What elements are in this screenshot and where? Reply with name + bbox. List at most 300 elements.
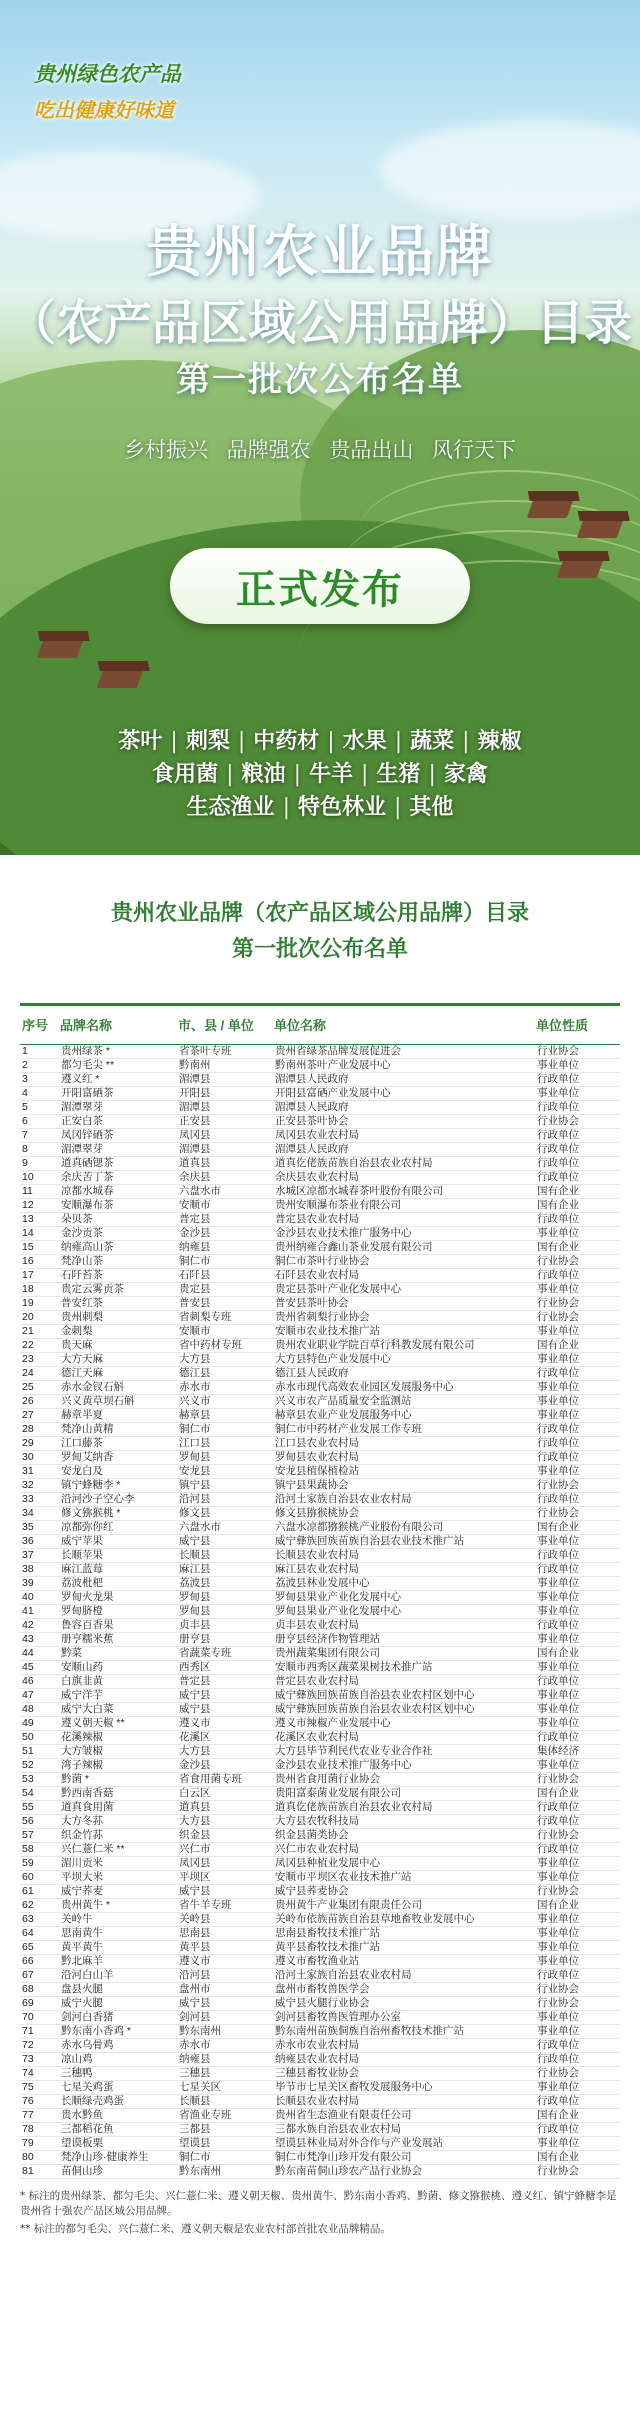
category-item: 家禽 (443, 762, 488, 787)
cell-region: 省茶叶专班 (178, 1044, 274, 1058)
cell-brand: 都匀毛尖 ** (60, 1058, 178, 1072)
cell-region: 江口县 (178, 1436, 274, 1450)
cell-unit: 余庆县农业农村局 (274, 1170, 536, 1184)
cell-unit-type: 行业协会 (536, 1478, 620, 1492)
table-row (20, 1590, 620, 1604)
cell-unit: 江口县农业农村局 (274, 1436, 536, 1450)
cell-brand: 大方皱椒 (60, 1744, 178, 1758)
table-row (20, 1212, 620, 1226)
table-row (20, 2108, 620, 2122)
cell-index: 22 (20, 1338, 60, 1352)
cell-index: 67 (20, 1968, 60, 1982)
cell-brand: 开阳富硒茶 (60, 1086, 178, 1100)
cell-unit-type: 事业单位 (536, 2024, 620, 2038)
cell-index: 25 (20, 1380, 60, 1394)
cell-brand: 镇宁蜂糖李 * (60, 1478, 178, 1492)
cell-brand: 沿河白山羊 (60, 1968, 178, 1982)
cell-unit: 册亨县经济作物管理站 (274, 1632, 536, 1646)
cell-region: 六盘水市 (178, 1520, 274, 1534)
cell-unit-type: 集体经济 (536, 1744, 620, 1758)
category-item: 蔬菜 (410, 729, 455, 754)
brand-logo (34, 58, 181, 123)
table-row (20, 1254, 620, 1268)
cell-region: 威宁县 (178, 1996, 274, 2010)
cell-index: 59 (20, 1856, 60, 1870)
cell-unit: 三穗县畜牧业协会 (274, 2066, 536, 2080)
category-item: 食用菌 (152, 762, 219, 787)
table-row (20, 1912, 620, 1926)
cell-unit-type: 行政单位 (536, 1436, 620, 1450)
brand-list-section (0, 855, 640, 2237)
cell-unit: 安顺市西秀区蔬菜果树技术推广站 (274, 1660, 536, 1674)
cell-unit-type: 行政单位 (536, 1422, 620, 1436)
cell-brand: 望谟板栗 (60, 2136, 178, 2150)
table-row (20, 1170, 620, 1184)
cell-unit: 开阳县富硒产业发展中心 (274, 1086, 536, 1100)
cell-unit: 六盘水凉都猕猴桃产业股份有限公司 (274, 1520, 536, 1534)
cell-unit-type: 事业单位 (536, 1226, 620, 1240)
cell-region: 金沙县 (178, 1758, 274, 1772)
cell-unit: 正安县茶叶协会 (274, 1114, 536, 1128)
cell-index: 70 (20, 2010, 60, 2024)
cell-region: 赤水市 (178, 2038, 274, 2052)
cell-index: 27 (20, 1408, 60, 1422)
cell-unit-type: 事业单位 (536, 1058, 620, 1072)
cell-unit: 修文县猕猴桃协会 (274, 1506, 536, 1520)
category-item: 粮油 (241, 762, 286, 787)
cell-region: 开阳县 (178, 1086, 274, 1100)
cell-brand: 白旗韭黄 (60, 1674, 178, 1688)
cell-region: 铜仁市 (178, 1422, 274, 1436)
cell-region: 湄潭县 (178, 1072, 274, 1086)
cell-unit-type: 事业单位 (536, 1940, 620, 1954)
cell-unit-type: 国有企业 (536, 2108, 620, 2122)
cell-unit: 纳雍县农业农村局 (274, 2052, 536, 2066)
cell-region: 罗甸县 (178, 1590, 274, 1604)
cell-unit: 湄潭县人民政府 (274, 1142, 536, 1156)
cell-index: 13 (20, 1212, 60, 1226)
cell-unit: 赫章县农业产业发展服务中心 (274, 1408, 536, 1422)
cell-region: 凤冈县 (178, 1128, 274, 1142)
cell-unit-type: 事业单位 (536, 1380, 620, 1394)
cell-index: 34 (20, 1506, 60, 1520)
cell-region: 正安县 (178, 1114, 274, 1128)
cell-brand: 金刺梨 (60, 1324, 178, 1338)
category-item: 生态渔业 (186, 795, 275, 820)
cell-index: 52 (20, 1758, 60, 1772)
table-row (20, 1058, 620, 1072)
table-row (20, 1926, 620, 1940)
header-unit: 单位名称 (274, 1006, 536, 1044)
cell-unit: 安顺市平坝区农业技术推广站 (274, 1870, 536, 1884)
cell-region: 铜仁市 (178, 2150, 274, 2164)
table-row (20, 1422, 620, 1436)
cell-brand: 凉山鸡 (60, 2052, 178, 2066)
cell-region: 余庆县 (178, 1170, 274, 1184)
cell-index: 30 (20, 1450, 60, 1464)
category-item: 生猪 (376, 762, 421, 787)
cell-index: 29 (20, 1436, 60, 1450)
cell-unit: 三都水族自治县农业农村局 (274, 2122, 536, 2136)
cell-index: 9 (20, 1156, 60, 1170)
cell-index: 41 (20, 1604, 60, 1618)
cell-brand: 赫章半夏 (60, 1408, 178, 1422)
table-row (20, 1898, 620, 1912)
cell-brand: 湄潭翠芽 (60, 1100, 178, 1114)
cell-unit-type: 行业协会 (536, 1828, 620, 1842)
cell-region: 金沙县 (178, 1226, 274, 1240)
cell-unit: 威宁彝族回族苗族自治县农业技术推广站 (274, 1534, 536, 1548)
cell-index: 80 (20, 2150, 60, 2164)
table-row (20, 1576, 620, 1590)
cell-region: 兴义市 (178, 1394, 274, 1408)
table-row (20, 2136, 620, 2150)
cell-index: 46 (20, 1674, 60, 1688)
cell-brand: 大方冬荪 (60, 1814, 178, 1828)
cell-unit-type: 事业单位 (536, 2010, 620, 2024)
cell-region: 赤水市 (178, 1380, 274, 1394)
footnote: * 标注的贵州绿茶、都匀毛尖、兴仁薏仁米、遵义朝天椒、贵州黄牛、黔东南小香鸡、黔菌、修文猕猴桃、遵义红、镇宁蜂糖李是贵州省十强农产品区域公用品牌。 (20, 2189, 617, 2217)
table-row (20, 1268, 620, 1282)
cell-brand: 黔北麻羊 (60, 1954, 178, 1968)
table-row (20, 1352, 620, 1366)
cell-brand: 鲁容百香果 (60, 1618, 178, 1632)
cell-unit: 黔东南州苗族侗族自治州畜牧技术推广站 (274, 2024, 536, 2038)
cell-brand: 荔波枇杷 (60, 1576, 178, 1590)
cell-index: 40 (20, 1590, 60, 1604)
cell-brand: 普安红茶 (60, 1296, 178, 1310)
cell-region: 安龙县 (178, 1464, 274, 1478)
cell-brand: 思南黄牛 (60, 1926, 178, 1940)
cell-region: 省渔业专班 (178, 2108, 274, 2122)
cell-unit-type: 事业单位 (536, 2080, 620, 2094)
table-row (20, 1954, 620, 1968)
cell-brand: 正安白茶 (60, 1114, 178, 1128)
table-row (20, 1142, 620, 1156)
cell-index: 56 (20, 1814, 60, 1828)
table-row (20, 1856, 620, 1870)
cell-region: 大方县 (178, 1744, 274, 1758)
cell-index: 55 (20, 1800, 60, 1814)
cell-unit: 贵州省绿茶品牌发展促进会 (274, 1044, 536, 1058)
cell-unit-type: 行政单位 (536, 1548, 620, 1562)
cell-region: 贞丰县 (178, 1618, 274, 1632)
cell-unit-type: 事业单位 (536, 1870, 620, 1884)
cell-index: 69 (20, 1996, 60, 2010)
cell-index: 42 (20, 1618, 60, 1632)
cell-brand: 威宁洋芋 (60, 1688, 178, 1702)
cell-index: 20 (20, 1310, 60, 1324)
cell-region: 黄平县 (178, 1940, 274, 1954)
cell-brand: 纳雍高山茶 (60, 1240, 178, 1254)
cell-index: 17 (20, 1268, 60, 1282)
cell-brand: 威宁火腿 (60, 1996, 178, 2010)
poster-banner (0, 0, 640, 855)
cell-unit: 荔波县林业发展中心 (274, 1576, 536, 1590)
cell-index: 64 (20, 1926, 60, 1940)
cell-brand: 平坝大米 (60, 1870, 178, 1884)
table-header-row (20, 1006, 620, 1044)
table-row (20, 1436, 620, 1450)
cell-brand: 凉都弥你红 (60, 1520, 178, 1534)
table-row (20, 1282, 620, 1296)
cell-unit: 思南县畜牧技术推广站 (274, 1926, 536, 1940)
table-row (20, 1828, 620, 1842)
cell-brand: 遵义朝天椒 ** (60, 1716, 178, 1730)
table-row (20, 1478, 620, 1492)
cell-index: 24 (20, 1366, 60, 1380)
cell-unit: 织金县菌类协会 (274, 1828, 536, 1842)
cell-index: 68 (20, 1982, 60, 1996)
cell-region: 大方县 (178, 1352, 274, 1366)
slogan-item: 乡村振兴 (123, 438, 208, 462)
cell-region: 册亨县 (178, 1632, 274, 1646)
cell-unit-type: 行政单位 (536, 1800, 620, 1814)
table-row (20, 1646, 620, 1660)
cell-index: 54 (20, 1786, 60, 1800)
cell-region: 沿河县 (178, 1968, 274, 1982)
cell-index: 10 (20, 1170, 60, 1184)
table-row (20, 1800, 620, 1814)
table-row (20, 2080, 620, 2094)
cell-unit-type: 事业单位 (536, 1282, 620, 1296)
table-row (20, 1338, 620, 1352)
cell-unit: 罗甸县果业产业化发展中心 (274, 1590, 536, 1604)
cell-index: 57 (20, 1828, 60, 1842)
cell-unit: 大方县特色产业发展中心 (274, 1352, 536, 1366)
cell-index: 12 (20, 1198, 60, 1212)
cell-region: 威宁县 (178, 1688, 274, 1702)
cell-unit: 兴仁市农业农村局 (274, 1842, 536, 1856)
table-row (20, 2066, 620, 2080)
header-region: 市、县 / 单位 (178, 1006, 274, 1044)
table-row (20, 2164, 620, 2178)
cell-region: 凤冈县 (178, 1856, 274, 1870)
table-row (20, 1520, 620, 1534)
table-row (20, 1744, 620, 1758)
cell-unit-type: 行业协会 (536, 2164, 620, 2178)
logo-line2: 吃出健康好味道 (34, 98, 174, 122)
cell-region: 西秀区 (178, 1660, 274, 1674)
cell-brand: 贵定云雾贡茶 (60, 1282, 178, 1296)
table-row (20, 1464, 620, 1478)
cell-unit-type: 行业协会 (536, 1506, 620, 1520)
cell-region: 大方县 (178, 1814, 274, 1828)
cell-brand: 罗甸火龙果 (60, 1590, 178, 1604)
cell-unit: 赤水市现代高效农业园区发展服务中心 (274, 1380, 536, 1394)
cell-index: 66 (20, 1954, 60, 1968)
cell-unit-type: 行政单位 (536, 1492, 620, 1506)
category-item: 刺梨 (185, 729, 230, 754)
cell-unit: 道真仡佬族苗族自治县农业农村局 (274, 1156, 536, 1170)
cell-index: 73 (20, 2052, 60, 2066)
table-row (20, 1506, 620, 1520)
cell-region: 关岭县 (178, 1912, 274, 1926)
cell-brand: 道真硒锶茶 (60, 1156, 178, 1170)
release-badge (170, 548, 470, 624)
table-row (20, 1982, 620, 1996)
table-row (20, 1072, 620, 1086)
cell-unit-type: 行政单位 (536, 1842, 620, 1856)
table-row (20, 1772, 620, 1786)
list-title: 贵州农业品牌（农产品区域公用品牌）目录 (110, 901, 529, 926)
table-row (20, 1198, 620, 1212)
table-row (20, 2024, 620, 2038)
slogan-item: 风行天下 (432, 438, 517, 462)
table-row (20, 1940, 620, 1954)
cell-unit-type: 国有企业 (536, 1184, 620, 1198)
cell-brand: 赤水乌骨鸡 (60, 2038, 178, 2052)
cell-index: 79 (20, 2136, 60, 2150)
cell-unit: 遵义市辣椒产业发展中心 (274, 1716, 536, 1730)
cell-index: 43 (20, 1632, 60, 1646)
cell-unit-type: 行政单位 (536, 1142, 620, 1156)
cell-unit: 威宁县荞麦协会 (274, 1884, 536, 1898)
cell-brand: 湄潭翠芽 (60, 1142, 178, 1156)
cell-unit: 大方县毕节利民代农业专业合作社 (274, 1744, 536, 1758)
cell-region: 荔波县 (178, 1576, 274, 1590)
cell-region: 长顺县 (178, 2094, 274, 2108)
cell-region: 安顺市 (178, 1198, 274, 1212)
cell-unit-type: 行业协会 (536, 1114, 620, 1128)
village-house (557, 560, 604, 578)
cell-brand: 三穗鸭 (60, 2066, 178, 2080)
cell-region: 德江县 (178, 1366, 274, 1380)
cell-brand: 苗侗山珍 (60, 2164, 178, 2178)
cell-index: 19 (20, 1296, 60, 1310)
cell-unit: 湄潭县人民政府 (274, 1072, 536, 1086)
cell-region: 省刺梨专班 (178, 1310, 274, 1324)
cell-unit: 贞丰县农业农村局 (274, 1618, 536, 1632)
village-house (577, 520, 624, 538)
cell-index: 4 (20, 1086, 60, 1100)
cell-unit-type: 事业单位 (536, 1856, 620, 1870)
cell-brand: 贵州黄牛 * (60, 1898, 178, 1912)
cell-brand: 湾子辣椒 (60, 1758, 178, 1772)
cell-unit: 望谟县林业局对外合作与产业发展站 (274, 2136, 536, 2150)
cell-unit: 安顺市农业技术推广站 (274, 1324, 536, 1338)
footnotes (20, 2189, 620, 2237)
cell-region: 赫章县 (178, 1408, 274, 1422)
cell-unit-type: 国有企业 (536, 1240, 620, 1254)
cell-index: 21 (20, 1324, 60, 1338)
cell-unit-type: 行政单位 (536, 1170, 620, 1184)
cell-region: 思南县 (178, 1926, 274, 1940)
table-row (20, 2010, 620, 2024)
footnote: ** 标注的都匀毛尖、兴仁薏仁米、遵义朝天椒是农业农村部首批农业品牌精品。 (20, 2222, 391, 2235)
cell-region: 麻江县 (178, 1562, 274, 1576)
cell-unit: 安龙县植保植检站 (274, 1464, 536, 1478)
cell-unit: 凤冈县农业农村局 (274, 1128, 536, 1142)
cell-unit: 水城区凉都水城春茶叶股份有限公司 (274, 1184, 536, 1198)
cell-region: 镇宁县 (178, 1478, 274, 1492)
cell-unit: 贵州农业职业学院百草行科教发展有限公司 (274, 1338, 536, 1352)
category-row-1: 茶叶 | 刺梨 | 中药材 | 水果 | 蔬菜 | 辣椒 (118, 729, 522, 754)
cell-unit-type: 事业单位 (536, 1352, 620, 1366)
cell-region: 铜仁市 (178, 1254, 274, 1268)
cell-index: 36 (20, 1534, 60, 1548)
cell-unit-type: 事业单位 (536, 1688, 620, 1702)
cell-unit-type: 事业单位 (536, 1912, 620, 1926)
cell-index: 38 (20, 1562, 60, 1576)
cell-index: 16 (20, 1254, 60, 1268)
village-house (37, 640, 84, 658)
table-row (20, 1632, 620, 1646)
cell-unit-type: 行政单位 (536, 1450, 620, 1464)
cell-unit-type: 行业协会 (536, 1982, 620, 1996)
cell-unit: 盘州市畜牧兽医学会 (274, 1982, 536, 1996)
table-row (20, 1310, 620, 1324)
cell-unit: 湄潭县人民政府 (274, 1100, 536, 1114)
cell-index: 49 (20, 1716, 60, 1730)
cell-brand: 盘县火腿 (60, 1982, 178, 1996)
cell-brand: 安顺山药 (60, 1660, 178, 1674)
cell-index: 11 (20, 1184, 60, 1198)
table-row (20, 2094, 620, 2108)
table-row (20, 1100, 620, 1114)
cell-unit-type: 事业单位 (536, 1660, 620, 1674)
table-row (20, 1758, 620, 1772)
cell-region: 盘州市 (178, 1982, 274, 1996)
cell-unit-type: 事业单位 (536, 1086, 620, 1100)
table-body (20, 1044, 620, 2178)
cell-brand: 德江天麻 (60, 1366, 178, 1380)
cell-unit: 凤冈县种植业发展中心 (274, 1856, 536, 1870)
cell-unit: 沿河土家族自治县农业农村局 (274, 1968, 536, 1982)
cell-brand: 遵义红 * (60, 1072, 178, 1086)
cell-region: 剑河县 (178, 2010, 274, 2024)
cell-index: 53 (20, 1772, 60, 1786)
table-row (20, 1114, 620, 1128)
cell-unit: 铜仁市茶叶行业协会 (274, 1254, 536, 1268)
cell-index: 76 (20, 2094, 60, 2108)
cell-unit-type: 事业单位 (536, 1534, 620, 1548)
cell-brand: 织金竹荪 (60, 1828, 178, 1842)
cell-index: 35 (20, 1520, 60, 1534)
cell-unit: 黔南州茶叶产业发展中心 (274, 1058, 536, 1072)
cell-brand: 贵天麻 (60, 1338, 178, 1352)
category-item: 水果 (342, 729, 387, 754)
cell-unit-type: 行政单位 (536, 1268, 620, 1282)
cell-region: 平坝区 (178, 1870, 274, 1884)
cell-brand: 凤冈锌硒茶 (60, 1128, 178, 1142)
category-item: 中药材 (253, 729, 320, 754)
cell-brand: 黔东南小香鸡 * (60, 2024, 178, 2038)
cell-unit-type: 事业单位 (536, 1632, 620, 1646)
table-row (20, 1870, 620, 1884)
cell-index: 61 (20, 1884, 60, 1898)
cell-unit-type: 事业单位 (536, 1702, 620, 1716)
cell-region: 沿河县 (178, 1492, 274, 1506)
cell-unit-type: 行政单位 (536, 2122, 620, 2136)
cell-unit: 麻江县农业农村局 (274, 1562, 536, 1576)
cell-unit: 长顺县农业农村局 (274, 2094, 536, 2108)
cell-brand: 威宁大白菜 (60, 1702, 178, 1716)
cell-brand: 湄川贡米 (60, 1856, 178, 1870)
cell-brand: 梵净山珍·健康养生 (60, 2150, 178, 2164)
cell-region: 黔东南州 (178, 2164, 274, 2178)
cell-brand: 大方天麻 (60, 1352, 178, 1366)
cloud-decoration (380, 120, 640, 220)
cell-unit-type: 行政单位 (536, 1562, 620, 1576)
cell-brand: 朵贝茶 (60, 1212, 178, 1226)
cell-region: 湄潭县 (178, 1142, 274, 1156)
cell-unit: 金沙县农业技术推广服务中心 (274, 1758, 536, 1772)
cell-unit-type: 行政单位 (536, 2094, 620, 2108)
cell-unit: 毕节市七星关区畜牧发展服务中心 (274, 2080, 536, 2094)
cell-brand: 道真食用菌 (60, 1800, 178, 1814)
cell-unit-type: 事业单位 (536, 1716, 620, 1730)
